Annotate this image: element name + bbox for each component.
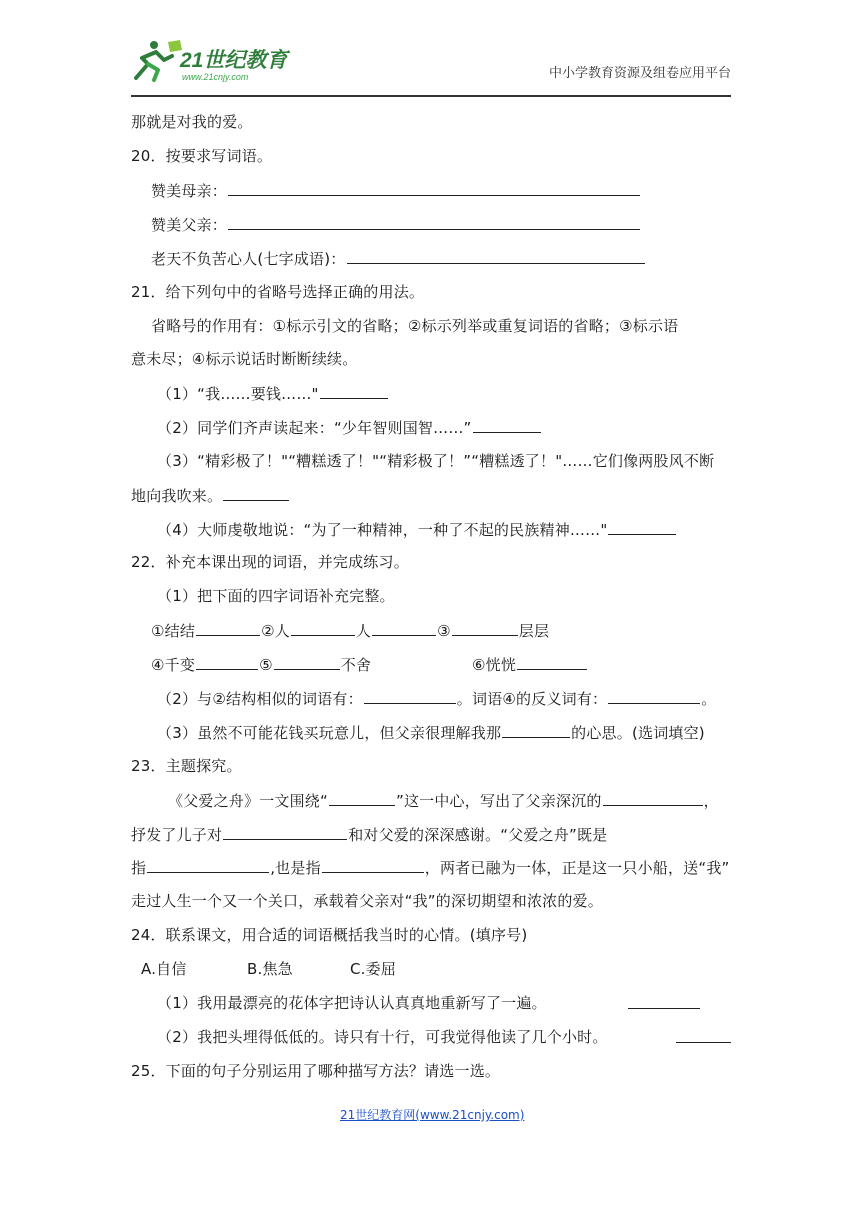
logo-url: www.21cnjy.com xyxy=(182,72,249,82)
option-c: C.委屈 xyxy=(350,960,397,978)
answer-blank[interactable] xyxy=(676,1027,731,1043)
text-line: 老天不负苦心人(七字成语)： xyxy=(151,248,646,269)
footer-link[interactable]: 21世纪教育网(www.21cnjy.com) xyxy=(340,1108,525,1122)
text-line: 地向我吹来。 xyxy=(131,485,290,506)
text-line: （1）把下面的四字词语补充完整。 xyxy=(157,587,395,605)
text-line: 赞美母亲： xyxy=(151,180,641,201)
answer-blank[interactable] xyxy=(502,722,570,738)
answer-blank[interactable] xyxy=(196,654,258,670)
text-line: （1）“我……要钱……" xyxy=(157,383,389,404)
text-line: 抒发了儿子对 和对父爱的深深感谢。“父爱之舟”既是 xyxy=(131,826,608,844)
answer-blank[interactable] xyxy=(473,417,541,433)
brand-logo xyxy=(128,38,298,84)
answer-blank[interactable] xyxy=(223,485,289,501)
text-line: ④千变 ⑤ 不舍 xyxy=(151,656,372,674)
answer-blank[interactable] xyxy=(517,654,587,670)
answer-blank[interactable] xyxy=(291,620,355,636)
text-line: （2）与②结构相似的词语有： 。词语④的反义词有： 。 xyxy=(157,690,717,708)
question-22: 22．补充本课出现的词语，并完成练习。 xyxy=(131,553,409,571)
answer-blank[interactable] xyxy=(608,688,700,704)
answer-blank[interactable] xyxy=(329,790,395,806)
text-line: ⑥恍恍 xyxy=(472,654,588,675)
answer-blank[interactable] xyxy=(608,519,676,535)
text-line: ①结结 ②人 人 ③ 层层 xyxy=(151,622,550,640)
text-line: 省略号的作用有：①标示引文的省略；②标示列举或重复词语的省略；③标示语 xyxy=(151,317,679,335)
text-line: （3）“精彩极了！"“糟糕透了！"“精彩极了！”“糟糕透了！"……它们像两股风不断 xyxy=(157,452,715,470)
text-line: （2）我把头埋得低低的。诗只有十行，可我觉得他读了几个小时。 xyxy=(157,1028,608,1046)
answer-blank[interactable] xyxy=(320,383,388,399)
platform-name: 中小学教育资源及组卷应用平台 xyxy=(549,66,732,81)
text-line: 意未尽；④标示说话时断断续续。 xyxy=(131,350,358,368)
text-line: （4）大师虔敬地说：“为了一种精神，一种了不起的民族精神……" xyxy=(157,519,677,540)
text-line: （3）虽然不可能花钱买玩意儿，但父亲很理解我那 的心思。(选词填空) xyxy=(157,724,705,742)
answer-blank[interactable] xyxy=(196,620,260,636)
answer-blank[interactable] xyxy=(274,654,340,670)
answer-blank[interactable] xyxy=(628,993,700,1009)
question-23: 23．主题探究。 xyxy=(131,757,242,775)
question-20: 20．按要求写词语。 xyxy=(131,147,273,165)
runner-icon xyxy=(136,40,182,80)
answer-blank[interactable] xyxy=(147,857,269,873)
text-line: 指 ,也是指 ，两者已融为一体，正是这一只小船，送“我” xyxy=(131,859,730,877)
text-line: 那就是对我的爱。 xyxy=(131,113,253,131)
answer-blank[interactable] xyxy=(347,248,645,264)
answer-blank[interactable] xyxy=(322,857,424,873)
answer-blank[interactable] xyxy=(364,688,456,704)
text-line: （2）同学们齐声读起来：“少年智则国智……” xyxy=(157,417,542,438)
answer-blank[interactable] xyxy=(228,180,640,196)
answer-blank[interactable] xyxy=(223,824,347,840)
answer-blank[interactable] xyxy=(372,620,436,636)
text-line: 赞美父亲： xyxy=(151,214,641,235)
question-25: 25．下面的句子分别运用了哪种描写方法？请选一选。 xyxy=(131,1062,501,1080)
text-line: 走过人生一个又一个关口，承载着父亲对“我”的深切期望和浓浓的爱。 xyxy=(131,892,603,910)
header-divider xyxy=(131,95,731,97)
answer-blank[interactable] xyxy=(228,214,640,230)
answer-blank[interactable] xyxy=(603,790,703,806)
option-a: A.自信 xyxy=(141,960,187,978)
text-line: 《父爱之舟》一文围绕“ ”这一中心，写出了父亲深沉的 ， xyxy=(168,792,719,810)
option-b: B.焦急 xyxy=(247,960,293,978)
logo-text: 21世纪教育 xyxy=(180,49,288,72)
question-24: 24．联系课文，用合适的词语概括我当时的心情。(填序号) xyxy=(131,926,528,944)
text-line: （1）我用最漂亮的花体字把诗认认真真地重新写了一遍。 xyxy=(157,994,547,1012)
question-21: 21．给下列句中的省略号选择正确的用法。 xyxy=(131,283,425,301)
answer-blank[interactable] xyxy=(452,620,518,636)
